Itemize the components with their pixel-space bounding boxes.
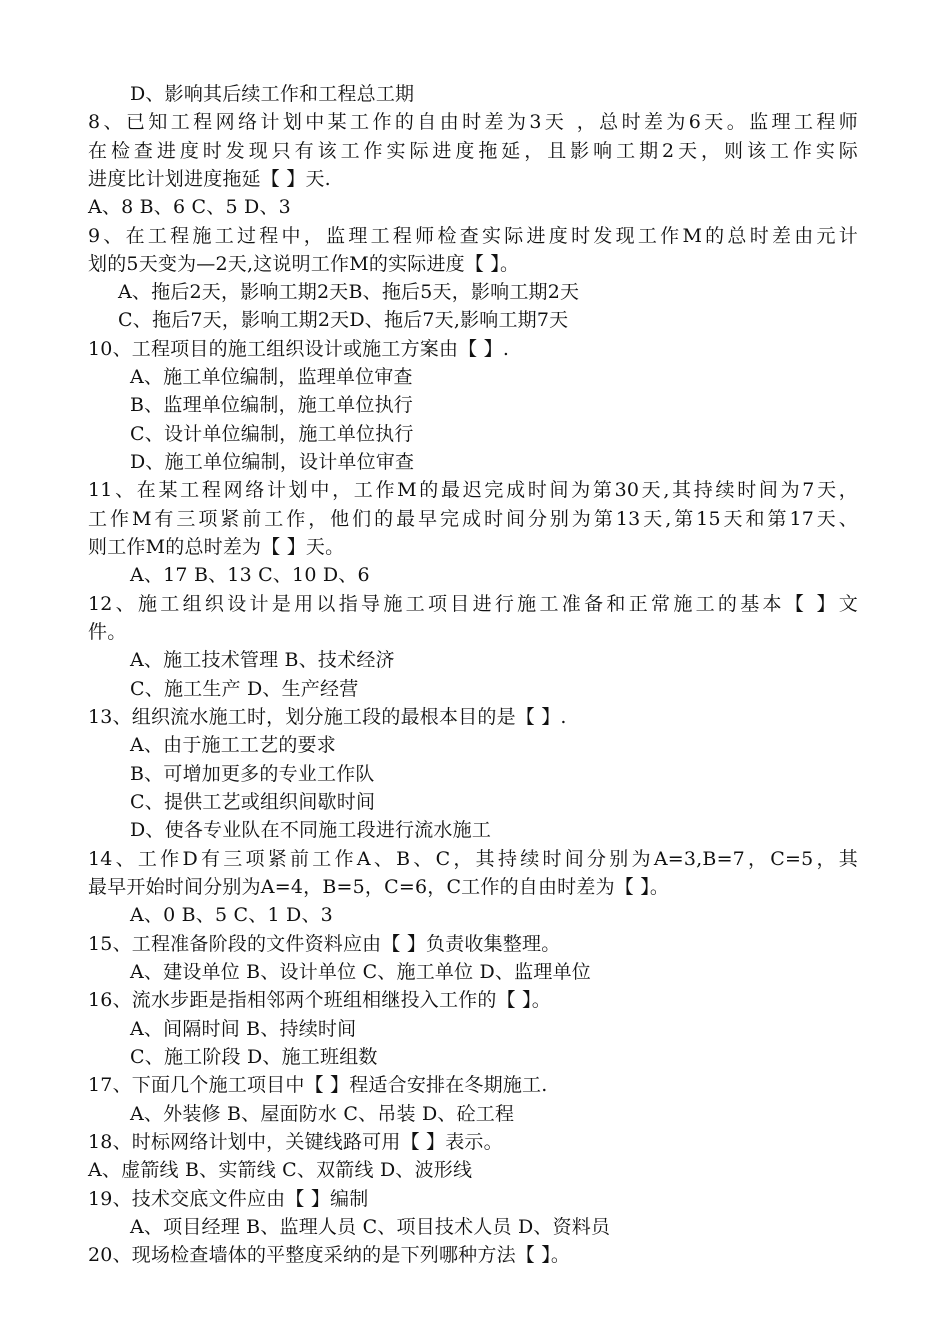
q9-options-ab: A、拖后2天，影响工期2天B、拖后5天，影响工期2天	[118, 281, 580, 303]
q10-stem: 10、工程项目的施工组织设计或施工方案由【 】.	[88, 338, 510, 360]
q18-options: A、虚箭线 B、实箭线 C、双箭线 D、波形线	[88, 1159, 473, 1181]
q15-options: A、建设单位 B、设计单位 C、施工单位 D、监理单位	[130, 961, 591, 983]
q12-options-cd: C、施工生产 D、生产经营	[130, 678, 359, 700]
q12-options-ab: A、施工技术管理 B、技术经济	[130, 649, 395, 671]
q19-stem: 19、技术交底文件应由【 】编制	[88, 1188, 369, 1210]
q14-options: A、0 B、5 C、1 D、3	[130, 904, 333, 926]
q18-stem: 18、时标网络计划中，关键线路可用【 】表示。	[88, 1131, 503, 1153]
q10-option-a: A、施工单位编制，监理单位审查	[130, 366, 413, 388]
q7-option-d: D、影响其后续工作和工程总工期	[130, 83, 415, 105]
q11-stem-line-2: 工作M有三项紧前工作，他们的最早完成时间分别为第13天,第15天和第17天、	[88, 508, 858, 530]
q14-stem-line-1: 14、工作D有三项紧前工作A、B、C，其持续时间分别为A=3,B=7，C=5，其	[88, 848, 858, 870]
q15-stem: 15、工程准备阶段的文件资料应由【 】负责收集整理。	[88, 933, 561, 955]
q17-options: A、外装修 B、屋面防水 C、吊装 D、砼工程	[130, 1103, 515, 1125]
q8-stem-line-1: 8、已知工程网络计划中某工作的自由时差为3天 ，总时差为6天。监理工程师	[88, 111, 858, 133]
q16-options-cd: C、施工阶段 D、施工班组数	[130, 1046, 378, 1068]
q13-stem: 13、组织流水施工时，划分施工段的最根本目的是【 】.	[88, 706, 567, 728]
q19-options: A、项目经理 B、监理人员 C、项目技术人员 D、资料员	[130, 1216, 611, 1238]
q12-stem-line-2: 件。	[88, 621, 127, 643]
q13-option-d: D、使各专业队在不同施工段进行流水施工	[130, 819, 492, 841]
q11-options: A、17 B、13 C、10 D、6	[130, 564, 370, 586]
q10-option-c: C、设计单位编制，施工单位执行	[130, 423, 414, 445]
q8-stem-line-3: 进度比计划进度拖延【 】天.	[88, 168, 331, 190]
q17-stem: 17、下面几个施工项目中【 】程适合安排在冬期施工.	[88, 1074, 548, 1096]
q9-stem-line-1: 9、在工程施工过程中，监理工程师检查实际进度时发现工作M的总时差由元计	[88, 225, 858, 247]
q9-stem-line-2: 划的5天变为—2天,这说明工作M的实际进度【 】。	[88, 253, 520, 275]
q12-stem-line-1: 12、施工组织设计是用以指导施工项目进行施工准备和正常施工的基本【 】文	[88, 593, 858, 615]
q14-stem-line-2: 最早开始时间分别为A=4，B=5，C=6，C工作的自由时差为【 】。	[88, 876, 670, 898]
q13-option-a: A、由于施工工艺的要求	[130, 734, 336, 756]
q16-options-ab: A、间隔时间 B、持续时间	[130, 1018, 357, 1040]
q11-stem-line-1: 11、在某工程网络计划中，工作M的最迟完成时间为第30天,其持续时间为7天，	[88, 479, 858, 501]
q10-option-d: D、施工单位编制，设计单位审查	[130, 451, 415, 473]
q16-stem: 16、流水步距是指相邻两个班组相继投入工作的【 】。	[88, 989, 551, 1011]
q8-stem-line-2: 在检查进度时发现只有该工作实际进度拖延，且影响工期2天，则该工作实际	[88, 140, 858, 162]
q9-options-cd: C、拖后7天，影响工期2天D、拖后7天,影响工期7天	[118, 309, 569, 331]
q10-option-b: B、监理单位编制，施工单位执行	[130, 394, 413, 416]
q20-stem: 20、现场检查墙体的平整度采纳的是下列哪种方法【 】。	[88, 1244, 571, 1266]
q8-options: A、8 B、6 C、5 D、3	[88, 196, 291, 218]
q13-option-c: C、提供工艺或组织间歇时间	[130, 791, 376, 813]
q11-stem-line-3: 则工作M的总时差为【 】天。	[88, 536, 345, 558]
q13-option-b: B、可增加更多的专业工作队	[130, 763, 375, 785]
